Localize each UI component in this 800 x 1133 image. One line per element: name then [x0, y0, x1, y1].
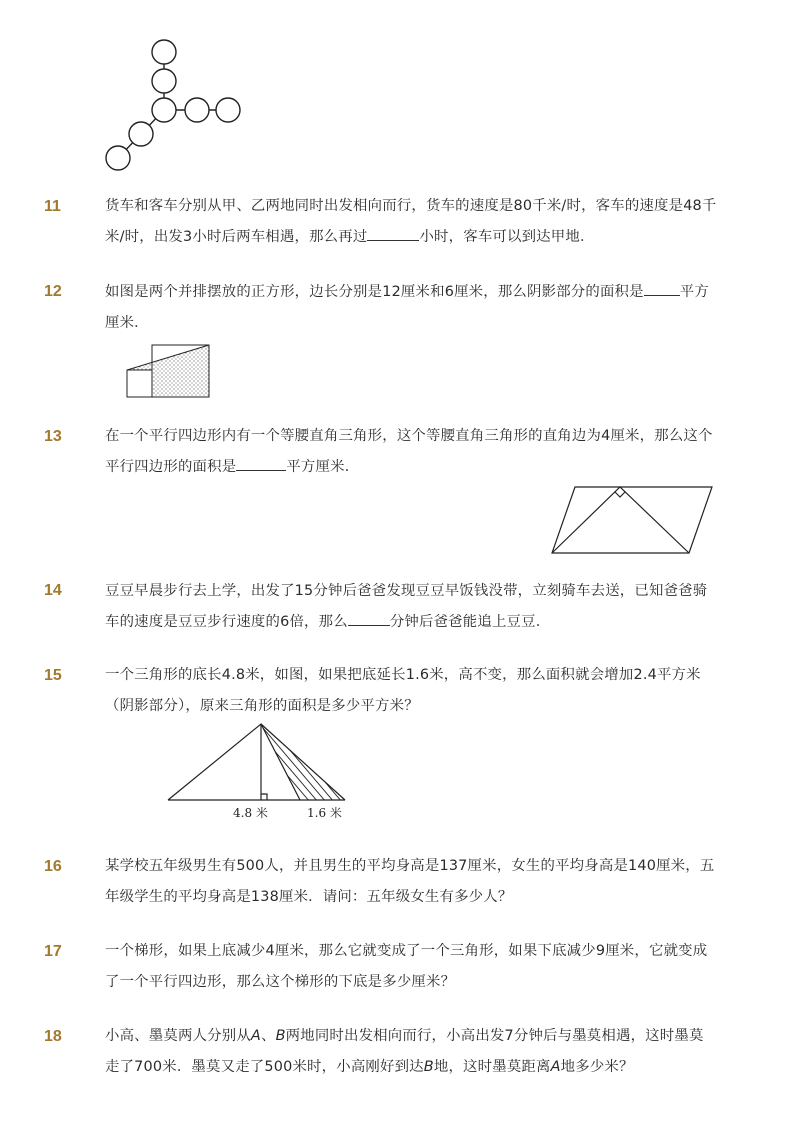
problem-number: 16 — [44, 858, 62, 875]
answer-blank — [367, 226, 419, 241]
problem-text: 小高、墨莫两人分别从A、B两地同时出发相向而行，小高出发7分钟后与墨莫相遇，这时墨莫走了700米．墨莫又走了500米时，小高刚好到达B地，这时墨莫距离A地多少米？ — [105, 1028, 704, 1075]
answer-blank — [348, 611, 390, 626]
base-label: 4.8 米 — [233, 806, 268, 820]
problem-number: 13 — [44, 428, 62, 445]
triangle-figure — [165, 722, 355, 826]
problem-text: 一个三角形的底长4.8米，如图，如果把底延长1.6米，高不变，那么面积就会增加2.4平方米（阴影部分），原来三角形的面积是多少平方米？ — [105, 667, 701, 714]
extension-label: 1.6 米 — [307, 806, 342, 820]
problem-text: 如图是两个并排摆放的正方形，边长分别是12厘米和6厘米，那么阴影部分的面积是 平方厘米． — [105, 277, 717, 339]
problem-text: 一个梯形，如果上底减少4厘米，那么它就变成了一个三角形，如果下底减少9厘米，它就变成了一个平行四边形，那么这个梯形的下底是多少厘米？ — [105, 943, 708, 990]
problem-number: 18 — [44, 1028, 62, 1045]
problem-text: 某学校五年级男生有500人，并且男生的平均身高是137厘米，女生的平均身高是140厘米，五年级学生的平均身高是138厘米．请问：五年级女生有多少人？ — [105, 858, 715, 905]
circle-chain-figure — [100, 36, 245, 176]
problem-text: 豆豆早晨步行去上学，出发了15分钟后爸爸发现豆豆早饭钱没带，立刻骑车去送，已知爸爸骑车的速度是豆豆步行速度的6倍，那么 分钟后爸爸能追上豆豆． — [105, 583, 708, 630]
problem-number: 17 — [44, 943, 62, 960]
problem-number: 12 — [44, 283, 62, 300]
parallelogram-figure — [550, 484, 716, 556]
problem-text: 在一个平行四边形内有一个等腰直角三角形，这个等腰直角三角形的直角边为4厘米，那么这个平行四边形的面积是 平方厘米． — [105, 428, 713, 475]
squares-figure — [125, 344, 220, 400]
answer-blank — [644, 281, 680, 296]
answer-blank — [236, 456, 286, 471]
problem-number: 14 — [44, 582, 62, 599]
problem-number: 11 — [44, 198, 61, 215]
problem-number: 15 — [44, 667, 62, 684]
problem-text: 货车和客车分别从甲、乙两地同时出发相向而行，货车的速度是80千米/时，客车的速度是48千米/时，出发3小时后两车相遇，那么再过 小时，客车可以到达甲地． — [105, 198, 717, 245]
